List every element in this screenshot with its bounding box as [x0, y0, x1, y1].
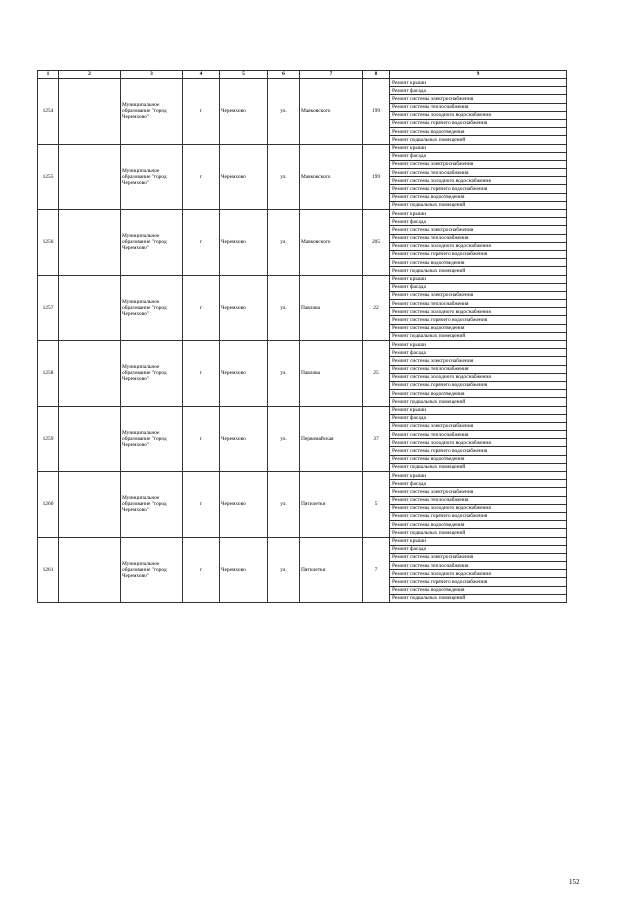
house-number: 5 — [363, 472, 390, 538]
work-item: Ремонт фасада — [390, 349, 567, 357]
work-item: Ремонт подвальных помещений — [390, 332, 567, 340]
work-item: Ремонт системы водоотведения — [390, 586, 567, 594]
page-number: 152 — [569, 878, 580, 886]
work-item: Ремонт системы холодного водоснабжения — [390, 242, 567, 250]
work-item: Ремонт системы холодного водоснабжения — [390, 111, 567, 119]
col-header: 3 — [121, 71, 183, 79]
municipality: Муниципальное образование "город Черемхово" — [121, 406, 183, 472]
work-item: Ремонт системы холодного водоснабжения — [390, 373, 567, 381]
empty-cell — [59, 406, 121, 472]
work-item: Ремонт системы холодного водоснабжения — [390, 570, 567, 578]
municipality: Муниципальное образование "город Черемхово" — [121, 275, 183, 341]
settlement-type: г — [183, 537, 220, 603]
house-number: 199 — [363, 79, 390, 145]
col-header: 6 — [268, 71, 300, 79]
house-number: 22 — [363, 275, 390, 341]
work-item: Ремонт системы горячего водоснабжения — [390, 119, 567, 127]
street-name: Павлова — [300, 341, 363, 407]
settlement-name: Черемхово — [220, 210, 268, 276]
work-item: Ремонт крыши — [390, 210, 567, 218]
work-item: Ремонт системы электроснабжения — [390, 553, 567, 561]
empty-cell — [59, 144, 121, 210]
empty-cell — [59, 79, 121, 145]
settlement-type: г — [183, 341, 220, 407]
settlement-type: г — [183, 144, 220, 210]
work-item: Ремонт фасада — [390, 414, 567, 422]
municipality: Муниципальное образование "город Черемхово" — [121, 210, 183, 276]
settlement-type: г — [183, 472, 220, 538]
work-item: Ремонт системы теплоснабжения — [390, 365, 567, 373]
work-item: Ремонт системы водоотведения — [390, 259, 567, 267]
table-row — [38, 275, 567, 283]
work-item: Ремонт крыши — [390, 406, 567, 414]
house-number: 25 — [363, 341, 390, 407]
work-item: Ремонт системы электроснабжения — [390, 160, 567, 168]
work-item: Ремонт системы электроснабжения — [390, 95, 567, 103]
col-header: 9 — [390, 71, 567, 79]
settlement-name: Черемхово — [220, 79, 268, 145]
work-item: Ремонт системы водоотведения — [390, 193, 567, 201]
street-name: Пятилетки — [300, 472, 363, 538]
empty-cell — [59, 341, 121, 407]
work-item: Ремонт системы теплоснабжения — [390, 562, 567, 570]
work-item: Ремонт системы теплоснабжения — [390, 169, 567, 177]
settlement-name: Черемхово — [220, 341, 268, 407]
work-item: Ремонт системы теплоснабжения — [390, 234, 567, 242]
work-item: Ремонт системы теплоснабжения — [390, 300, 567, 308]
work-item: Ремонт подвальных помещений — [390, 136, 567, 144]
record-number: 1260 — [38, 472, 59, 538]
work-item: Ремонт подвальных помещений — [390, 594, 567, 602]
settlement-type: г — [183, 406, 220, 472]
table-row — [38, 341, 567, 349]
street-type: ул. — [268, 210, 300, 276]
col-header: 4 — [183, 71, 220, 79]
table-row — [38, 406, 567, 414]
record-number: 1256 — [38, 210, 59, 276]
work-item: Ремонт системы электроснабжения — [390, 422, 567, 430]
empty-cell — [59, 275, 121, 341]
record-number: 1257 — [38, 275, 59, 341]
work-item: Ремонт системы теплоснабжения — [390, 103, 567, 111]
work-item: Ремонт системы холодного водоснабжения — [390, 439, 567, 447]
municipality: Муниципальное образование "город Черемхово" — [121, 144, 183, 210]
work-item: Ремонт системы водоотведения — [390, 128, 567, 136]
street-name: Павлова — [300, 275, 363, 341]
record-number: 1261 — [38, 537, 59, 603]
street-type: ул. — [268, 472, 300, 538]
table-row — [38, 472, 567, 480]
street-name: Маяковского — [300, 144, 363, 210]
register-table — [37, 70, 567, 603]
empty-cell — [59, 210, 121, 276]
work-item: Ремонт системы горячего водоснабжения — [390, 447, 567, 455]
work-item: Ремонт крыши — [390, 472, 567, 480]
work-item: Ремонт подвальных помещений — [390, 267, 567, 275]
work-item: Ремонт крыши — [390, 341, 567, 349]
work-item: Ремонт системы горячего водоснабжения — [390, 316, 567, 324]
work-item: Ремонт системы теплоснабжения — [390, 496, 567, 504]
street-name: Пятилетки — [300, 537, 363, 603]
record-number: 1258 — [38, 341, 59, 407]
work-item: Ремонт системы горячего водоснабжения — [390, 185, 567, 193]
work-item: Ремонт крыши — [390, 144, 567, 152]
work-item: Ремонт системы холодного водоснабжения — [390, 504, 567, 512]
table-row — [38, 537, 567, 545]
work-item: Ремонт фасада — [390, 480, 567, 488]
street-type: ул. — [268, 406, 300, 472]
house-number: 199 — [363, 144, 390, 210]
col-header: 7 — [300, 71, 363, 79]
col-header: 2 — [59, 71, 121, 79]
street-type: ул. — [268, 341, 300, 407]
settlement-type: г — [183, 275, 220, 341]
settlement-name: Черемхово — [220, 472, 268, 538]
work-item: Ремонт подвальных помещений — [390, 463, 567, 471]
work-item: Ремонт системы водоотведения — [390, 324, 567, 332]
municipality: Муниципальное образование "город Черемхово" — [121, 472, 183, 538]
house-number: 7 — [363, 537, 390, 603]
work-item: Ремонт системы горячего водоснабжения — [390, 381, 567, 389]
work-item: Ремонт системы теплоснабжения — [390, 431, 567, 439]
street-type: ул. — [268, 144, 300, 210]
work-item: Ремонт подвальных помещений — [390, 529, 567, 537]
record-number: 1255 — [38, 144, 59, 210]
settlement-name: Черемхово — [220, 406, 268, 472]
street-name: Маяковского — [300, 79, 363, 145]
work-item: Ремонт подвальных помещений — [390, 201, 567, 209]
work-item: Ремонт системы горячего водоснабжения — [390, 578, 567, 586]
work-item: Ремонт системы электроснабжения — [390, 357, 567, 365]
record-number: 1259 — [38, 406, 59, 472]
col-header: 5 — [220, 71, 268, 79]
work-item: Ремонт системы электроснабжения — [390, 226, 567, 234]
work-item: Ремонт системы электроснабжения — [390, 488, 567, 496]
record-number: 1254 — [38, 79, 59, 145]
settlement-name: Черемхово — [220, 275, 268, 341]
work-item: Ремонт крыши — [390, 79, 567, 87]
work-item: Ремонт системы водоотведения — [390, 521, 567, 529]
settlement-type: г — [183, 210, 220, 276]
municipality: Муниципальное образование "город Черемхово" — [121, 341, 183, 407]
work-item: Ремонт фасада — [390, 283, 567, 291]
table-row — [38, 210, 567, 218]
municipality: Муниципальное образование "город Черемхово" — [121, 79, 183, 145]
settlement-name: Черемхово — [220, 144, 268, 210]
col-header: 8 — [363, 71, 390, 79]
settlement-type: г — [183, 79, 220, 145]
work-item: Ремонт системы водоотведения — [390, 390, 567, 398]
settlement-name: Черемхово — [220, 537, 268, 603]
municipality: Муниципальное образование "город Черемхово" — [121, 537, 183, 603]
street-type: ул. — [268, 79, 300, 145]
table-row — [38, 144, 567, 152]
street-type: ул. — [268, 275, 300, 341]
work-item: Ремонт системы водоотведения — [390, 455, 567, 463]
empty-cell — [59, 537, 121, 603]
work-item: Ремонт фасада — [390, 87, 567, 95]
street-name: Первомайская — [300, 406, 363, 472]
work-item: Ремонт системы горячего водоснабжения — [390, 512, 567, 520]
street-name: Маяковского — [300, 210, 363, 276]
work-item: Ремонт крыши — [390, 275, 567, 283]
work-item: Ремонт фасада — [390, 545, 567, 553]
work-item: Ремонт системы горячего водоснабжения — [390, 250, 567, 258]
work-item: Ремонт системы холодного водоснабжения — [390, 308, 567, 316]
work-item: Ремонт фасада — [390, 152, 567, 160]
work-item: Ремонт подвальных помещений — [390, 398, 567, 406]
street-type: ул. — [268, 537, 300, 603]
table-row — [38, 79, 567, 87]
house-number: 205 — [363, 210, 390, 276]
work-item: Ремонт фасада — [390, 218, 567, 226]
col-header: 1 — [38, 71, 59, 79]
header-row — [38, 71, 567, 79]
house-number: 37 — [363, 406, 390, 472]
work-item: Ремонт крыши — [390, 537, 567, 545]
work-item: Ремонт системы холодного водоснабжения — [390, 177, 567, 185]
empty-cell — [59, 472, 121, 538]
work-item: Ремонт системы электроснабжения — [390, 291, 567, 299]
